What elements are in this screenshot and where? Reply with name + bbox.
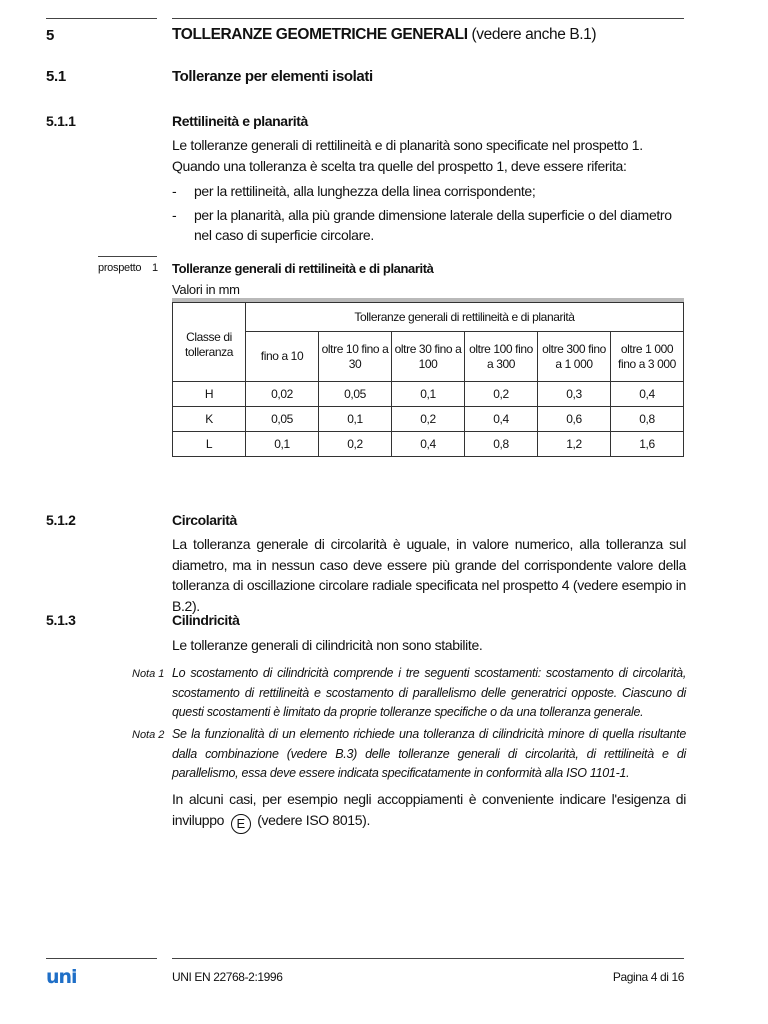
section-5-1-2-paragraph: La tolleranza generale di circolarità è uguale, in valore numerico, alla tolleranza sul diametro, ma in nessun caso deve essere più grande del corrispondente valore della tolleranza di oscillazione circolare radiale specificata nel prospetto 4 (vedere esempio in B.2). <box>172 536 686 614</box>
table-class-header: Classe di tolleranza <box>173 303 246 382</box>
table-column-header: oltre 10 fino a 30 <box>319 332 392 382</box>
table-class-cell: K <box>173 407 246 432</box>
table-cell: 0,8 <box>611 407 684 432</box>
uni-logo: uni <box>46 966 77 988</box>
nota-1-text: Lo scostamento di cilindricità comprende i tre seguenti scostamenti: scostamento di circolarità, scostamento di rettilineità e scostamento di parallelismo delle generatrici opposte. Ciascuno di questi scostamenti è limitato da proprie tolleranze specifiche o da una tolleranza generale. <box>172 666 686 719</box>
prospetto-title: Tolleranze generali di rettilineità e di planarità <box>172 261 434 276</box>
table-cell: 0,1 <box>392 382 465 407</box>
table-column-header: oltre 1 000 fino a 3 000 <box>611 332 684 382</box>
nota-2-text: Se la funzionalità di un elemento richiede una tolleranza di cilindricità minore di quella risultante dalla combinazione (vedere B.3) delle tolleranze generali di circolarità, di rettilineità e di parallelismo, essa deve essere indicata specificatamente in conformità alla ISO 1101-1. <box>172 727 686 780</box>
section-5-1-2-number: 5.1.2 <box>46 512 76 528</box>
prospetto-rule <box>98 256 157 257</box>
section-5-1-3-paragraph: Le tolleranze generali di cilindricità non sono stabilite. <box>172 637 483 653</box>
table-column-header: oltre 300 fino a 1 000 <box>538 332 611 382</box>
section-5-title-rest: (vedere anche B.1) <box>467 26 597 43</box>
table-cell: 0,8 <box>465 432 538 457</box>
section-5-heading <box>172 26 596 44</box>
section-5-1-2-title: Circolarità <box>172 512 237 528</box>
table-row <box>173 382 684 407</box>
bullet-item: - per la rettilineità, alla lunghezza della linea corrispondente; <box>172 183 536 199</box>
table-cell: 0,6 <box>538 407 611 432</box>
final-text-before: In alcuni casi, per esempio negli accoppiamenti è conveniente indicare l'esigenza di inviluppo <box>172 791 686 828</box>
prospetto-units: Valori in mm <box>172 282 240 297</box>
table-cell: 0,1 <box>319 407 392 432</box>
table-class-cell: H <box>173 382 246 407</box>
table-cell: 0,4 <box>392 432 465 457</box>
nota-1-label: Nota 1 <box>132 668 165 680</box>
envelope-symbol-icon: E <box>231 814 251 834</box>
table-cell: 0,2 <box>465 382 538 407</box>
tolerance-table <box>172 302 684 457</box>
bullet-text: per la rettilineità, alla lunghezza della linea corrispondente; <box>194 183 536 199</box>
table-cell: 0,2 <box>392 407 465 432</box>
section-5-1-title: Tolleranze per elementi isolati <box>172 68 373 85</box>
section-5-1-3-title: Cilindricità <box>172 612 240 628</box>
nota-2-label: Nota 2 <box>132 729 165 741</box>
table-row <box>173 432 684 457</box>
table-cell: 1,2 <box>538 432 611 457</box>
table-cell: 0,1 <box>246 432 319 457</box>
prospetto-label: prospetto <box>98 262 142 274</box>
table-cell: 0,4 <box>465 407 538 432</box>
table-cell: 0,2 <box>319 432 392 457</box>
footer-page-number: Pagina 4 di 16 <box>612 970 684 984</box>
table-cell: 0,3 <box>538 382 611 407</box>
section-5-1-3-final-paragraph <box>172 789 686 834</box>
table-class-cell: L <box>173 432 246 457</box>
table-cell: 0,4 <box>611 382 684 407</box>
table-cell: 0,02 <box>246 382 319 407</box>
section-5-1-1-bullets <box>172 181 686 249</box>
table-column-header: oltre 100 fino a 300 <box>465 332 538 382</box>
table-column-header: oltre 30 fino a 100 <box>392 332 465 382</box>
prospetto-number: 1 <box>152 262 159 274</box>
section-5-1-3-number: 5.1.3 <box>46 612 76 628</box>
section-5-title-bold: TOLLERANZE GEOMETRICHE GENERALI <box>172 26 468 43</box>
table-cell: 1,6 <box>611 432 684 457</box>
table-cell: 0,05 <box>319 382 392 407</box>
bullet-item: - per la planarità, alla più grande dimensione laterale della superficie o del diametro nel caso di superficie circolare. <box>172 206 672 243</box>
table-column-header: fino a 10 <box>246 332 319 382</box>
top-rule-left <box>46 18 157 19</box>
bullet-text: per la planarità, alla più grande dimensione laterale della superficie o del diametro nel caso di superficie circolare. <box>194 206 672 243</box>
section-5-1-1-paragraph: Le tolleranze generali di rettilineità e di planarità sono specificate nel prospetto 1. Quando una tolleranza è scelta tra quelle del prospetto 1, deve essere riferita: <box>172 137 643 174</box>
footer-rule-right <box>172 958 684 959</box>
section-5-1-1-title: Rettilineità e planarità <box>172 113 308 129</box>
table-group-header: Tolleranze generali di rettilineità e di planarità <box>246 303 684 332</box>
table-cell: 0,05 <box>246 407 319 432</box>
final-text-after: (vedere ISO 8015). <box>257 811 370 828</box>
section-5-1-number: 5.1 <box>46 68 66 85</box>
footer-rule-left <box>46 958 157 959</box>
top-rule-right <box>172 18 684 19</box>
section-5-1-1-number: 5.1.1 <box>46 113 76 129</box>
section-5-number: 5 <box>46 27 55 44</box>
table-row <box>173 407 684 432</box>
footer-document-code: UNI EN 22768-2:1996 <box>172 970 283 984</box>
